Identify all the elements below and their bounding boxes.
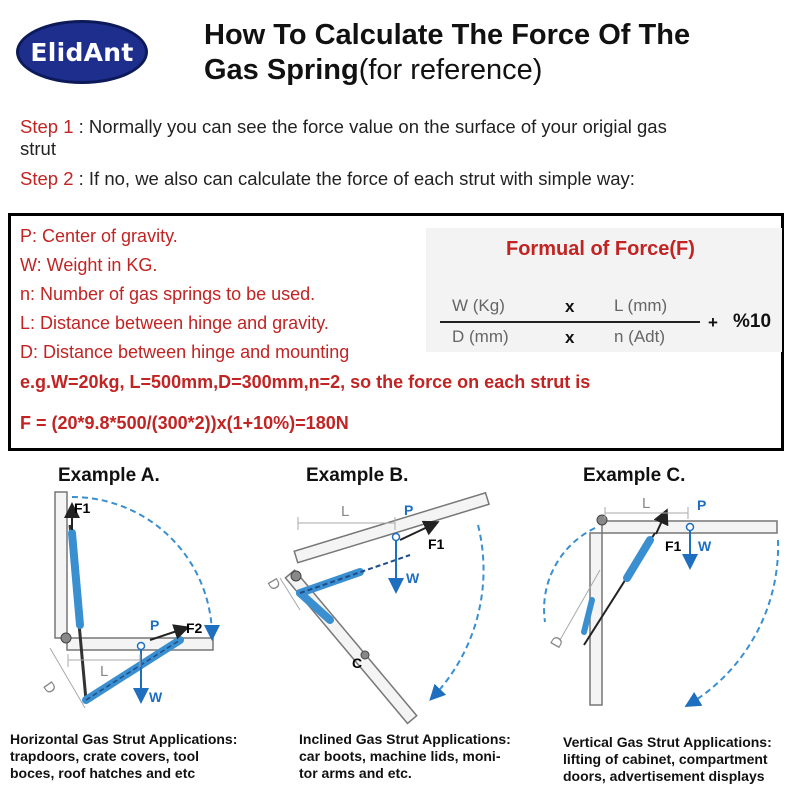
b-hinge	[291, 571, 301, 581]
a-l-mark: L	[100, 663, 109, 680]
a-vertical-frame	[55, 492, 67, 638]
example-c-caption	[563, 734, 798, 785]
caption-a-line-3: boces, roof hatches and etc	[10, 765, 196, 781]
definition-l: L: Distance between hinge and gravity.	[20, 313, 329, 333]
b-c-pivot	[361, 651, 369, 659]
formula-title: Formual of Force(F)	[506, 238, 695, 260]
example-b-caption	[299, 731, 554, 782]
a-strut-body	[72, 533, 80, 625]
title-sub: (for reference)	[358, 54, 543, 86]
a-swing-arc	[72, 497, 212, 637]
c-d-mark: D	[547, 633, 568, 652]
a-f2-mark: F2	[186, 620, 203, 636]
step-2-text: : If no, we also can calculate the force of each strut with simple way:	[73, 168, 635, 189]
formula-den-op: x	[565, 328, 575, 347]
formula-num-op: x	[565, 297, 575, 316]
caption-b-line-2: car boots, machine lids, moni-	[299, 748, 501, 764]
example-text: e.g.W=20kg, L=500mm,D=300mm,n=2, so the force on each strut is	[20, 372, 591, 392]
b-w-mark: W	[406, 570, 420, 586]
c-f1-mark: F1	[665, 538, 682, 554]
step-1-text-cont: strut	[20, 138, 56, 159]
c-swing-arc	[688, 540, 778, 705]
a-d-mark: D	[39, 678, 60, 698]
formula-plus: +	[708, 313, 718, 332]
caption-a-line-2: trapdoors, crate covers, tool	[10, 748, 200, 764]
c-l-mark: L	[642, 495, 651, 512]
b-p-mark: P	[404, 502, 414, 518]
caption-c-line-1: Vertical Gas Strut Applications:	[563, 734, 772, 750]
formula-num-left: W (Kg)	[452, 296, 505, 315]
c-w-mark: W	[698, 538, 712, 554]
caption-b-line-3: tor arms and etc.	[299, 765, 412, 781]
diagram-example-a	[39, 492, 213, 708]
formula-den-left: D (mm)	[452, 327, 509, 346]
step-1-text: : Normally you can see the force value on the surface of your origial gas	[73, 116, 667, 137]
diagram-example-c	[544, 495, 778, 705]
example-a-label: Example A.	[58, 465, 160, 486]
c-p-mark: P	[697, 497, 707, 513]
formula-den-right: n (Adt)	[614, 327, 666, 346]
caption-c-line-2: lifting of cabinet, compartment	[563, 751, 768, 767]
a-f1-mark: F1	[74, 500, 91, 516]
a-p-mark: P	[150, 617, 160, 633]
caption-a-line-1: Horizontal Gas Strut Applications:	[10, 731, 238, 747]
c-strut-body	[627, 540, 650, 578]
caption-b-line-1: Inclined Gas Strut Applications:	[299, 731, 511, 747]
diagram-example-b	[264, 493, 489, 724]
a-w-mark: W	[149, 689, 163, 705]
formula-num-right: L (mm)	[614, 296, 668, 315]
step-2-label: Step 2	[20, 168, 74, 189]
caption-c-line-3: doors, advertisement displays	[563, 768, 765, 784]
b-d-mark: D	[263, 575, 284, 594]
b-f1-mark: F1	[428, 536, 445, 552]
b-c-mark: C	[352, 655, 363, 671]
formula-percent: %10	[733, 311, 772, 332]
example-b-label: Example B.	[306, 465, 409, 486]
definition-p: P: Center of gravity.	[20, 226, 178, 246]
example-c-label: Example C.	[583, 465, 686, 486]
step-1-label: Step 1	[20, 116, 74, 137]
brand-logo-text: ElidAnt	[30, 37, 134, 67]
example-a-caption	[10, 731, 285, 782]
calculation: F = (20*9.8*500/(300*2))x(1+10%)=180N	[20, 413, 349, 433]
title-line-1: How To Calculate The Force Of The	[204, 19, 691, 51]
definition-d: D: Distance between hinge and mounting	[20, 342, 350, 362]
a-hinge	[61, 633, 71, 643]
b-l-mark: L	[341, 503, 350, 520]
definition-w: W: Weight in KG.	[20, 255, 158, 275]
title-bold: Gas Spring	[204, 54, 359, 86]
definition-n: n: Number of gas springs to be used.	[20, 284, 316, 304]
b-lid	[294, 493, 489, 563]
